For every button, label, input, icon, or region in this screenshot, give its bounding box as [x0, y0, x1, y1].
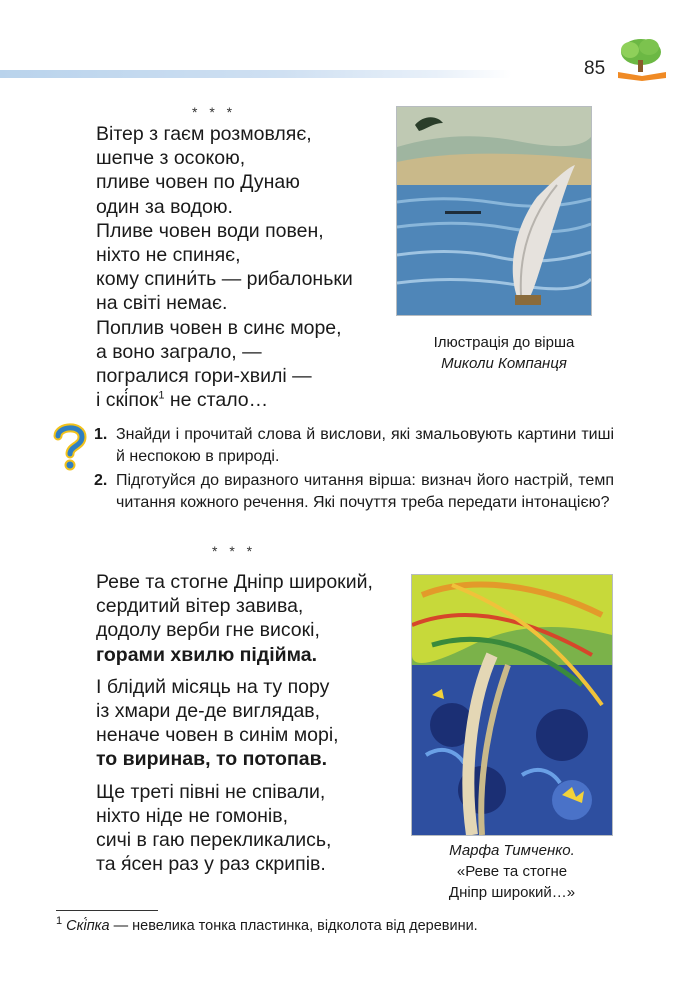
question-item: [94, 470, 614, 514]
illustration-tymchenko: [411, 574, 613, 836]
poem1-last-line-start: і скі́пок: [96, 389, 159, 412]
poem1-line: Пливе човен води повен,: [96, 219, 324, 242]
poem2-line: із хмари де-де виглядав,: [96, 700, 321, 723]
question-number: 1.: [94, 426, 108, 443]
poem1-stars: * * *: [192, 104, 237, 120]
illustration2-caption-author: Марфа Тимченко.: [449, 842, 575, 859]
poem2: [96, 570, 373, 884]
poem1-line: шепче з осокою,: [96, 147, 246, 170]
poem1-line: на світі немає.: [96, 292, 228, 315]
poem2-line: ніхто ніде не гомонів,: [96, 804, 289, 827]
page-number: 85: [584, 58, 606, 79]
poem2-stanza: [96, 675, 373, 772]
footnote-term: Скі́пка: [66, 918, 110, 934]
illustration2-caption-line: «Реве та стогне: [456, 863, 568, 880]
poem1-line: а воно заграло, —: [96, 340, 262, 363]
illustration1-caption: [404, 332, 604, 374]
illustration-kompanets: [396, 106, 592, 316]
illustration2-caption-line: Дніпр широкий…»: [448, 884, 576, 901]
poem2-line: сичі в гаю перекликались,: [96, 829, 332, 852]
poem2-line: та я́сен раз у раз скрипів.: [96, 853, 326, 876]
questions-list: [94, 424, 614, 516]
poem1-line: один за водою.: [96, 195, 233, 218]
poem2-stars: * * *: [212, 543, 257, 559]
poem1-last-line-end: не стало…: [164, 389, 269, 412]
footnote-mark: 1: [56, 915, 63, 928]
illustration1-caption-author: Миколи Компанця: [441, 355, 567, 372]
poem2-bold-line: горами хвилю підійма.: [96, 643, 318, 666]
poem1-line: Вітер з гаєм розмовляє,: [96, 123, 312, 145]
poem2-line: І блідий місяць на ту пору: [96, 675, 330, 698]
footnote-ref: 1: [158, 389, 165, 402]
poem1-line: Поплив човен в синє море,: [96, 316, 342, 339]
footnote-definition: — невелика тонка пластинка, відколота від деревини.: [109, 918, 478, 934]
poem1-line: погралися гори-хвилі —: [96, 365, 312, 388]
poem2-stanza: [96, 570, 373, 667]
question-number: 2.: [94, 472, 108, 489]
poem1-line: пливе човен по Дунаю: [96, 171, 300, 194]
question-text: Знайди і прочитай слова й вислови, які змальовують картини тиші й неспокою в природі.: [116, 426, 614, 465]
poem1-line: кому спини́ть — рибалоньки: [96, 268, 353, 291]
poem2-line: неначе човен в синім морі,: [96, 724, 339, 747]
tree-on-book-icon: [614, 36, 670, 82]
question-mark-icon: [52, 422, 90, 472]
poem2-line: Реве та стогне Дніпр широкий,: [96, 571, 373, 593]
poem2-line: сердитий вітер завива,: [96, 595, 304, 618]
footnote: [56, 915, 478, 934]
poem2-stanza: [96, 780, 373, 877]
illustration2-caption: [412, 840, 612, 903]
question-text: Підготуйся до виразного читання вірша: визнач його настрій, темп читання кожного речення. Які почуття треба передати інтонацією?: [116, 472, 614, 511]
question-item: [94, 424, 614, 468]
poem2-line: Ще треті півні не співали,: [96, 780, 326, 803]
header-decor-bar: [0, 70, 512, 78]
poem2-line: додолу верби гне високі,: [96, 619, 320, 642]
poem2-bold-line: то виринав, то потопав.: [96, 748, 328, 771]
illustration1-caption-line: Ілюстрація до вірша: [433, 334, 575, 351]
footnote-divider: [56, 910, 158, 911]
poem1-line: ніхто не спиняє,: [96, 244, 241, 267]
poem1: [96, 122, 353, 412]
poem1-last-line: [96, 388, 353, 412]
